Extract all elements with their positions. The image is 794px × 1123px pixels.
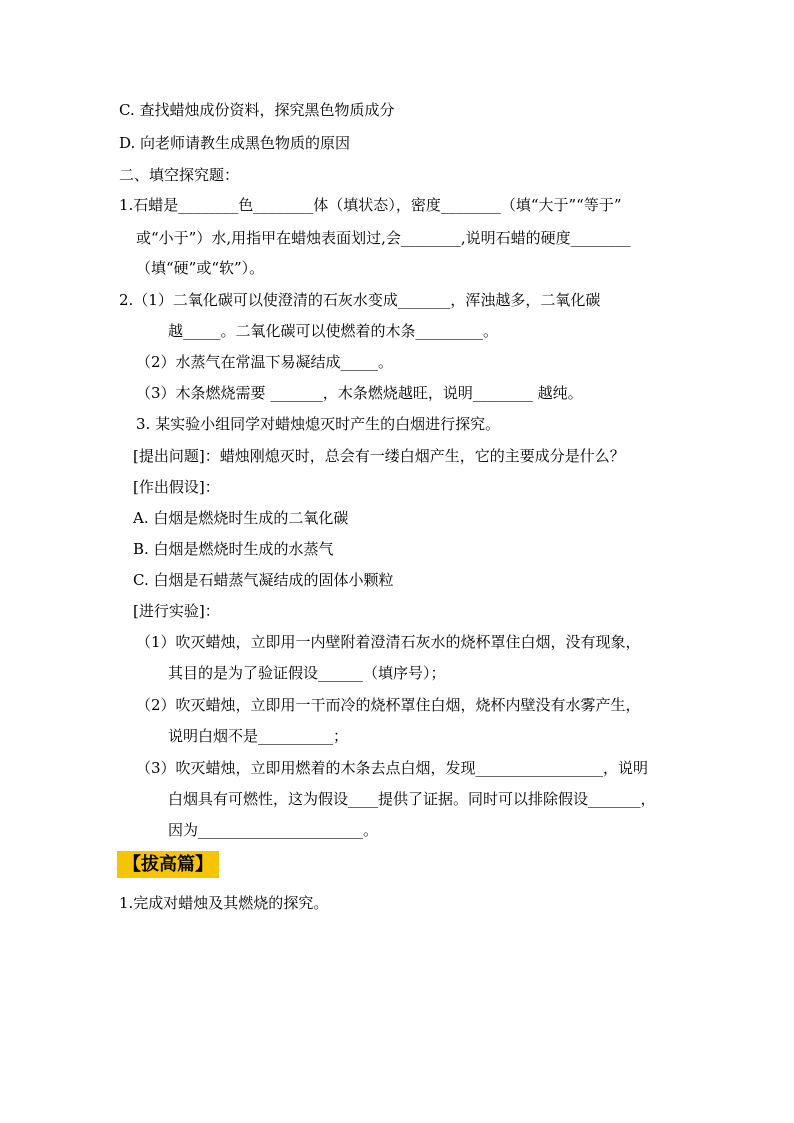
experiment-2-line-1: （2）吹灭蜡烛，立即用一干而冷的烧杯罩住白烟，烧杯内壁没有水雾产生， xyxy=(136,696,641,714)
experiment-1-line-1: （1）吹灭蜡烛，立即用一内壁附着澄清石灰水的烧杯罩住白烟，没有现象， xyxy=(136,633,641,651)
advanced-question-1: 1.完成对蜡烛及其燃烧的探究。 xyxy=(119,894,329,912)
question-3-problem: [提出问题]：蜡烛刚熄灭时，总会有一缕白烟产生，它的主要成分是什么？ xyxy=(133,447,625,465)
hypothesis-b: B. 白烟是燃烧时生成的水蒸气 xyxy=(133,540,334,558)
option-d: D. 向老师请教生成黑色物质的原因 xyxy=(119,134,351,152)
question-1-line-2: 或“小于”）水,用指甲在蜡烛表面划过,会________,说明石蜡的硬度________ xyxy=(136,229,631,247)
experiment-1-line-2: 其目的是为了验证假设______（填序号）； xyxy=(168,664,446,682)
advanced-section-badge: 【拔高篇】 xyxy=(117,851,219,878)
hypothesis-a: A. 白烟是燃烧时生成的二氧化碳 xyxy=(133,509,349,527)
question-2-part-2: （2）水蒸气在常温下易凝结成_____。 xyxy=(136,353,394,371)
question-2-line-1: 2.（1）二氧化碳可以使澄清的石灰水变成_______，浑浊越多，二氧化碳 xyxy=(119,291,601,309)
section-heading: 二、填空探究题： xyxy=(119,166,240,184)
question-2-line-2: 越_____。二氧化碳可以使燃着的木条_________。 xyxy=(168,322,499,340)
question-1-line-1: 1.石蜡是________色________体（填状态），密度________（填“大于”“等于” xyxy=(119,196,622,214)
hypothesis-c: C. 白烟是石蜡蒸气凝结成的固体小颗粒 xyxy=(133,571,394,589)
question-1-line-3: （填“硬”或“软”）。 xyxy=(136,259,265,277)
experiment-3-line-2: 白烟具有可燃性，这为假设____提供了证据。同时可以排除假设_______， xyxy=(168,790,656,808)
experiment-label: [进行实验]： xyxy=(133,602,220,620)
experiment-3-line-1: （3）吹灭蜡烛，立即用燃着的木条去点白烟，发现_________________，说明 xyxy=(136,759,649,777)
hypothesis-label: [作出假设]： xyxy=(133,478,220,496)
experiment-3-line-3: 因为______________________。 xyxy=(168,821,379,839)
experiment-2-line-2: 说明白烟不是__________； xyxy=(168,727,349,745)
question-3-intro: 3. 某实验小组同学对蜡烛熄灭时产生的白烟进行探究。 xyxy=(136,415,501,433)
option-c: C. 查找蜡烛成份资料，探究黑色物质成分 xyxy=(119,101,395,119)
question-2-part-3: （3）木条燃烧需要 _______，木条燃烧越旺，说明________ 越纯。 xyxy=(136,384,583,402)
